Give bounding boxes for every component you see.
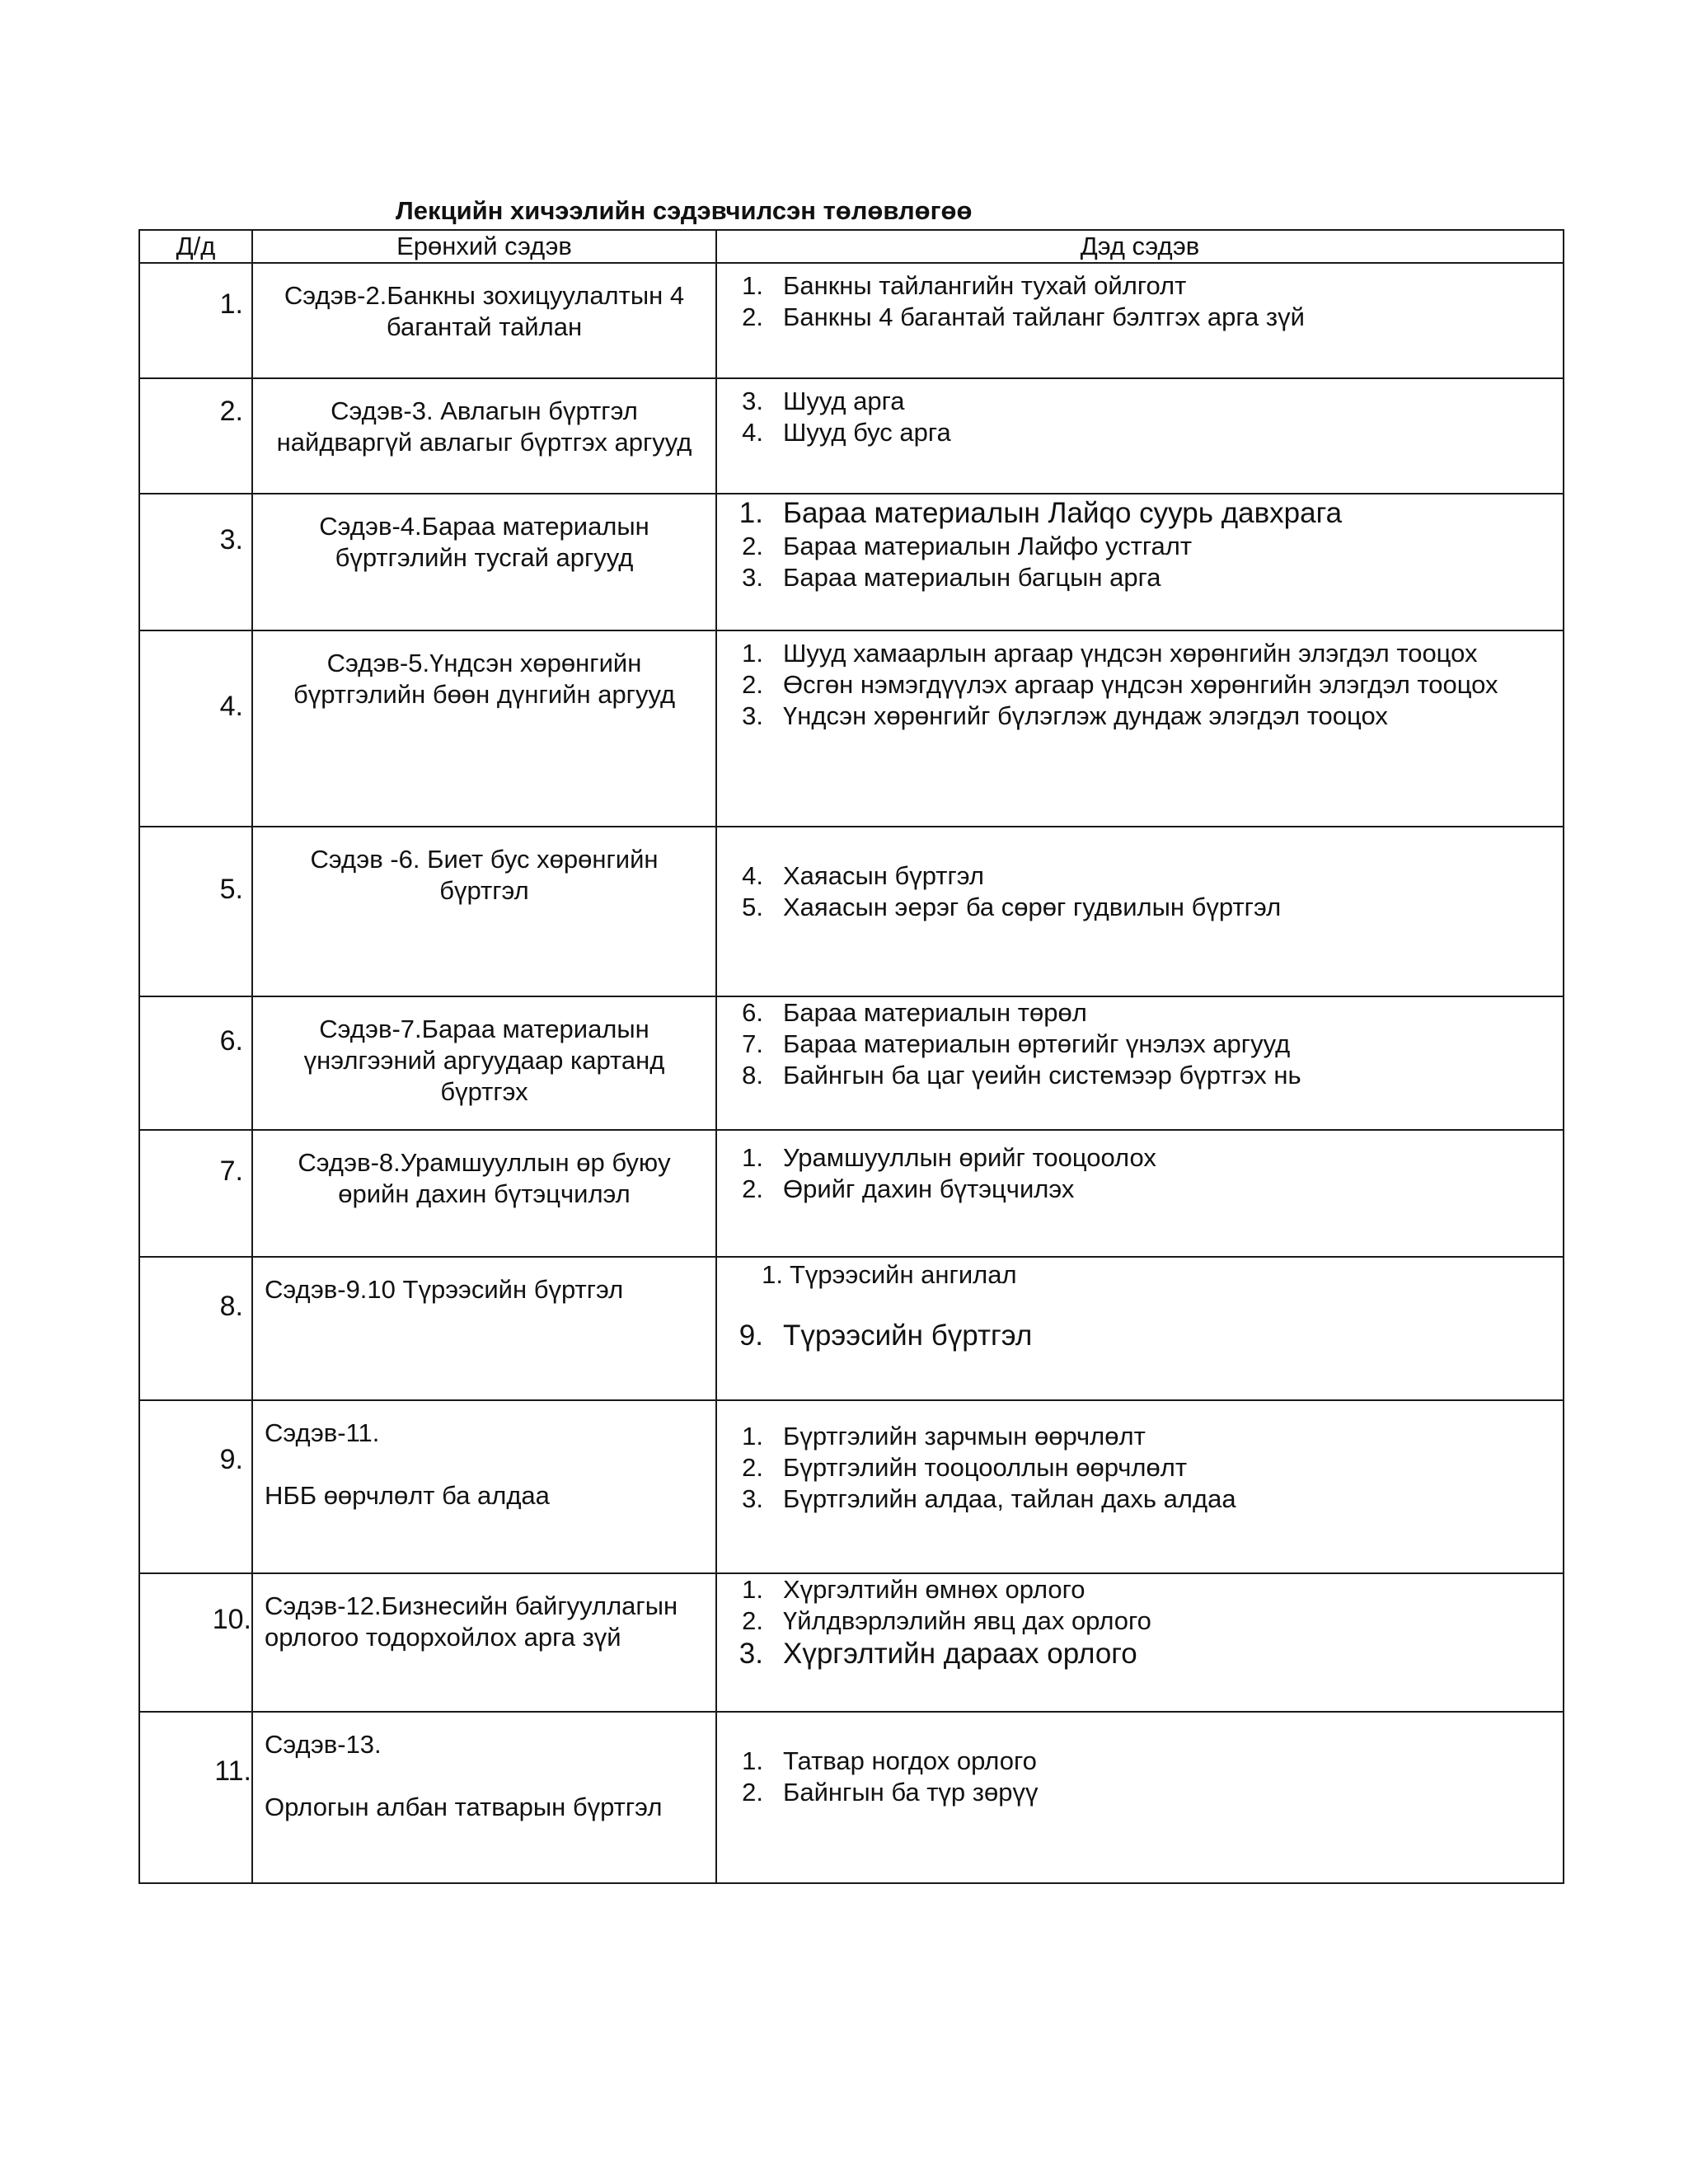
main-topic	[252, 1400, 716, 1573]
table-row	[139, 1400, 1564, 1573]
document-title: Лекцийн хичээлийн сэдэвчилсэн төлөвлөгөө	[396, 196, 973, 225]
row-number: 1.	[139, 263, 252, 378]
list-item: 4. Шууд бус арга	[742, 418, 951, 447]
list-item: 2. Байнгын ба түр зөрүү	[742, 1778, 1039, 1807]
row-number: 11.	[139, 1712, 252, 1883]
list-item: 7. Бараа материалын өртөгийг үнэлэх аргууд	[742, 1029, 1291, 1058]
sub-topics	[716, 996, 1564, 1130]
table-row	[139, 1573, 1564, 1712]
table-row	[139, 378, 1564, 494]
list-item: 1. Шууд хамаарлын аргаар үндсэн хөрөнгийн элэгдэл тооцох	[742, 639, 1478, 668]
table-row	[139, 1712, 1564, 1883]
lecture-plan-table	[138, 229, 1564, 1884]
header-main-topic: Ерөнхий сэдэв	[252, 230, 716, 263]
list-item: 2. Үйлдвэрлэлийн явц дах орлого	[742, 1606, 1151, 1635]
main-topic: Сэдэв -6. Биет бус хөрөнгийн бүртгэл	[252, 827, 716, 996]
row-number: 9.	[139, 1400, 252, 1573]
list-item: 3. Үндсэн хөрөнгийг бүлэглэж дундаж элэгдэл тооцох	[742, 701, 1388, 730]
main-topic-line: НББ өөрчлөлт ба алдаа	[265, 1481, 550, 1510]
sub-topics	[716, 1573, 1564, 1712]
row-number: 6.	[139, 996, 252, 1130]
row-number: 5.	[139, 827, 252, 996]
list-item: 3. Бараа материалын багцын арга	[742, 563, 1161, 592]
main-topic: Сэдэв-3. Авлагын бүртгэл найдваргүй авлагыг бүртгэх аргууд	[252, 378, 716, 494]
list-item: 2. Банкны 4 багантай тайланг бэлтгэх арга зүй	[742, 302, 1305, 331]
row-number: 4.	[139, 630, 252, 827]
sub-topics	[716, 1400, 1564, 1573]
list-item: 1. Бараа материалын Лайqо суурь давхрага	[738, 497, 1343, 529]
sub-topics	[716, 263, 1564, 378]
sub-topics	[716, 827, 1564, 996]
table-row	[139, 1130, 1564, 1257]
row-number: 2.	[139, 378, 252, 494]
list-item: 1. Түрээсийн ангилал	[762, 1260, 1017, 1289]
list-item: 2. Бүртгэлийн тооцооллын өөрчлөлт	[742, 1453, 1188, 1482]
sub-topics	[716, 1130, 1564, 1257]
main-topic-line: Сэдэв-13.	[265, 1730, 382, 1759]
list-item: 8. Байнгын ба цаг үеийн системээр бүртгэх нь	[742, 1061, 1301, 1090]
list-item: 3. Шууд арга	[742, 387, 905, 415]
table-header-row	[139, 230, 1564, 263]
table-row	[139, 494, 1564, 630]
sub-topics	[716, 494, 1564, 630]
sub-topics	[716, 378, 1564, 494]
list-item: 1. Хүргэлтийн өмнөх орлого	[742, 1575, 1085, 1604]
main-topic: Сэдэв-7.Бараа материалын үнэлгээний аргуудаар картанд бүртгэх	[252, 996, 716, 1130]
list-item: 5. Хаяасын эерэг ба сөрөг гудвилын бүртгэл	[742, 893, 1282, 921]
table-row	[139, 1257, 1564, 1400]
list-item: 2. Бараа материалын Лайфо устгалт	[742, 532, 1193, 560]
table-row	[139, 630, 1564, 827]
row-number: 3.	[139, 494, 252, 630]
list-item: 2. Өсгөн нэмэгдүүлэх аргаар үндсэн хөрөнгийн элэгдэл тооцох	[742, 670, 1498, 699]
list-item: 9. Түрээсийн бүртгэл	[738, 1319, 1033, 1352]
list-item: 4. Хаяасын бүртгэл	[742, 861, 985, 890]
main-topic	[252, 1712, 716, 1883]
table-row	[139, 996, 1564, 1130]
list-item: 1. Татвар ногдох орлого	[742, 1746, 1037, 1775]
list-item: 1. Бүртгэлийн зарчмын өөрчлөлт	[742, 1422, 1146, 1451]
header-number: Д/д	[139, 230, 252, 263]
sub-topics	[716, 1712, 1564, 1883]
table-row	[139, 263, 1564, 378]
main-topic: Сэдэв-12.Бизнесийн байгууллагын орлогоо тодорхойлох арга зүй	[252, 1573, 716, 1712]
list-item: 1. Урамшууллын өрийг тооцоолох	[742, 1143, 1156, 1172]
main-topic: Сэдэв-4.Бараа материалын бүртгэлийн тусгай аргууд	[252, 494, 716, 630]
main-topic: Сэдэв-5.Үндсэн хөрөнгийн бүртгэлийн бөөн дүнгийн аргууд	[252, 630, 716, 827]
main-topic-line: Орлогын албан татварын бүртгэл	[265, 1793, 663, 1821]
sub-topics	[716, 1257, 1564, 1400]
row-number: 8.	[139, 1257, 252, 1400]
sub-topics	[716, 630, 1564, 827]
row-number: 10.	[139, 1573, 252, 1712]
row-number: 7.	[139, 1130, 252, 1257]
header-sub-topic: Дэд сэдэв	[716, 230, 1564, 263]
main-topic-line: Сэдэв-11.	[265, 1418, 380, 1447]
main-topic: Сэдэв-2.Банкны зохицуулалтын 4 багантай тайлан	[252, 263, 716, 378]
main-topic: Сэдэв-9.10 Түрээсийн бүртгэл	[252, 1257, 716, 1400]
list-item: 6. Бараа материалын төрөл	[742, 998, 1087, 1027]
main-topic: Сэдэв-8.Урамшууллын өр буюу өрийн дахин бүтэцчилэл	[252, 1130, 716, 1257]
list-item: 2. Өрийг дахин бүтэцчилэх	[742, 1174, 1075, 1203]
list-item: 3. Хүргэлтийн дараах орлого	[738, 1638, 1137, 1670]
list-item: 1. Банкны тайлангийн тухай ойлголт	[742, 271, 1187, 300]
list-item: 3. Бүртгэлийн алдаа, тайлан дахь алдаа	[742, 1484, 1236, 1513]
table-row	[139, 827, 1564, 996]
